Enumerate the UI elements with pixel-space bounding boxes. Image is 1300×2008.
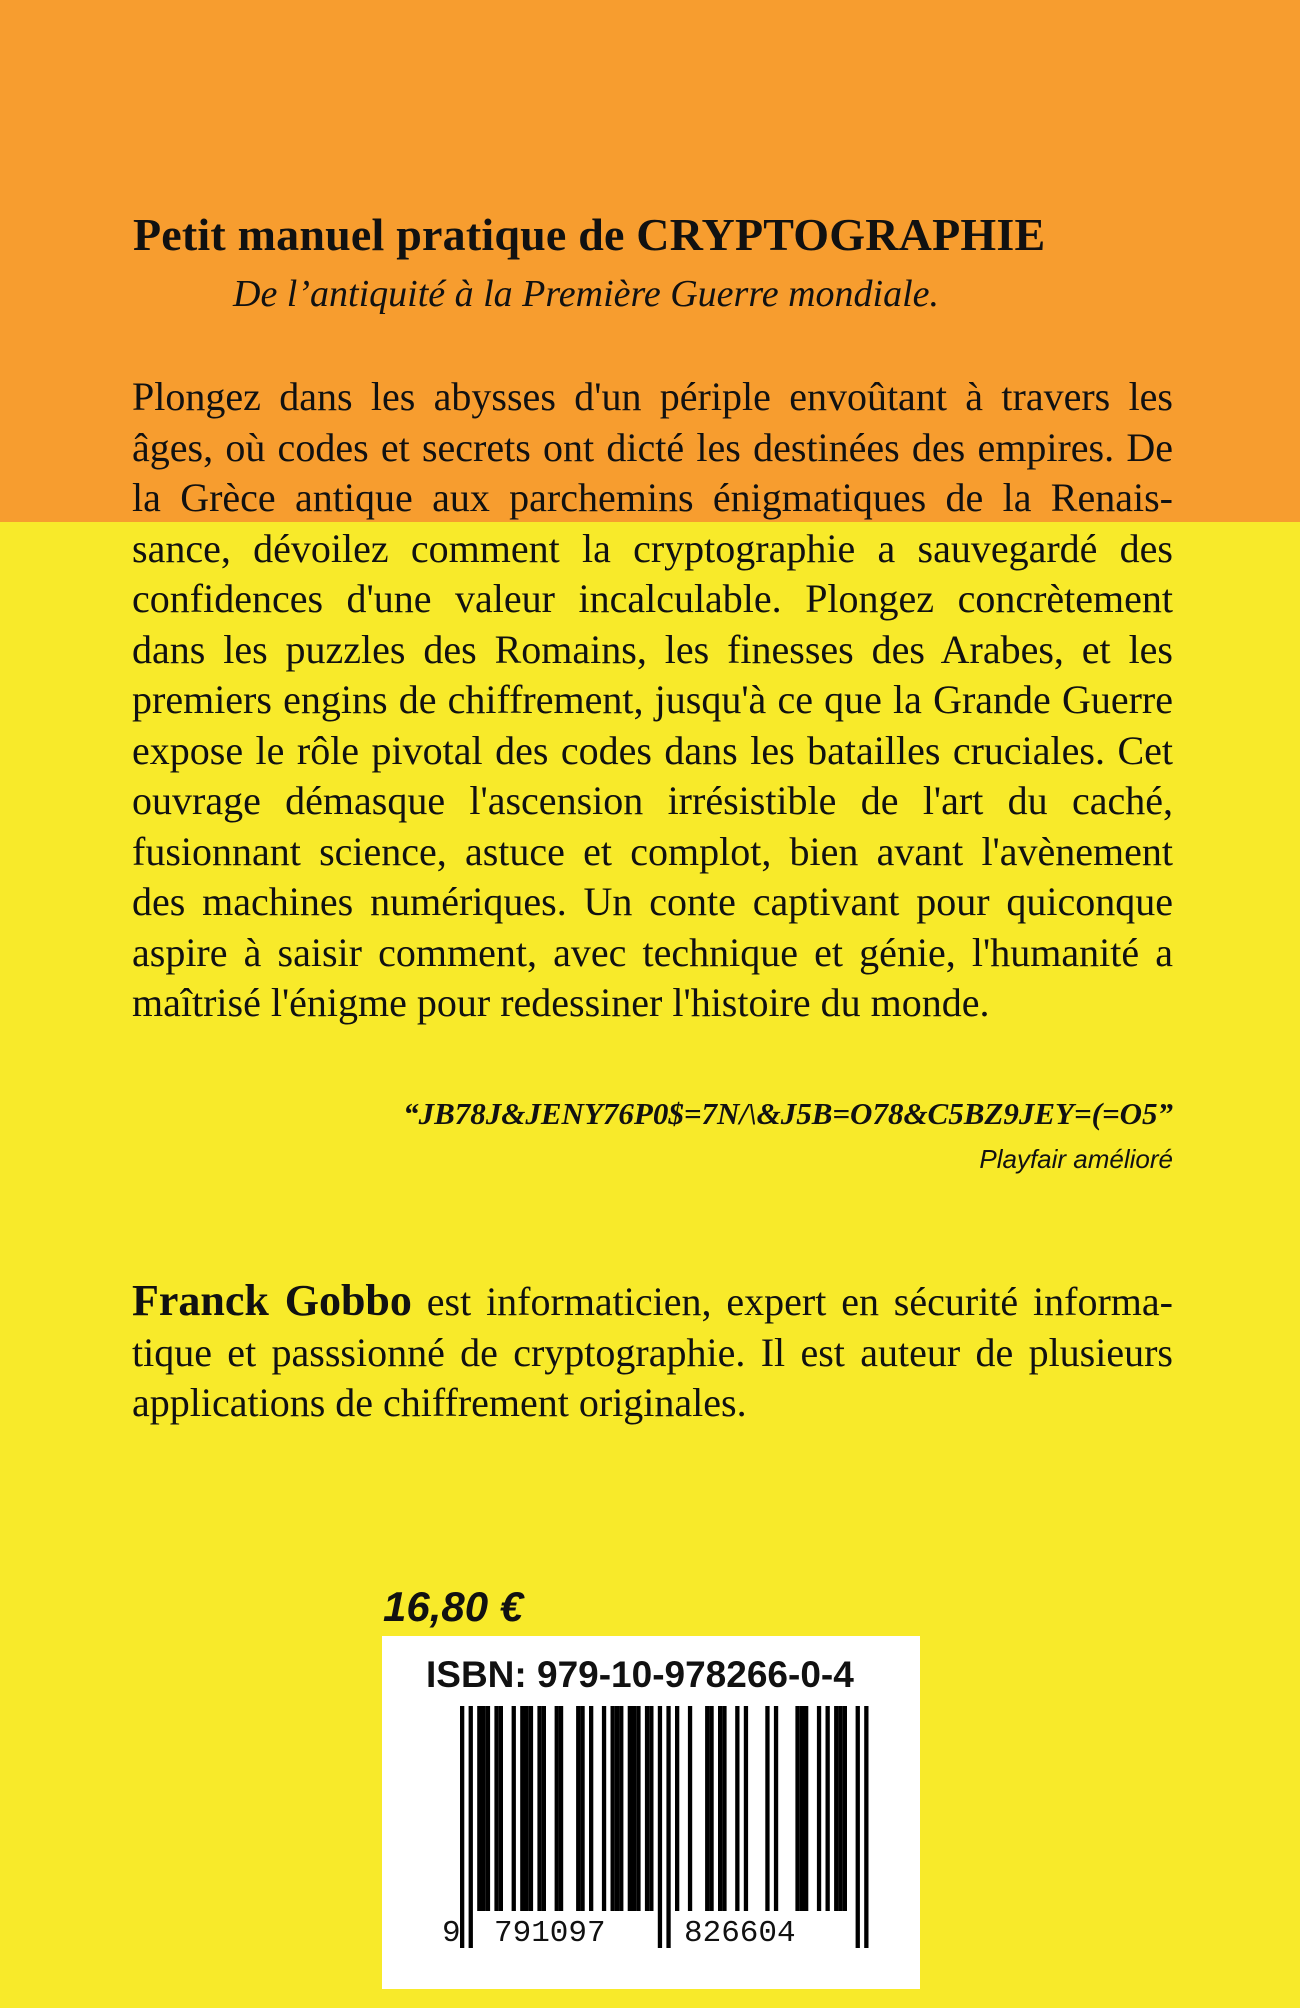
barcode-bar xyxy=(834,1706,838,1911)
barcode-bar xyxy=(559,1706,563,1911)
barcode-bar xyxy=(512,1706,516,1911)
cipher-method: Playfair amélioré xyxy=(979,1144,1173,1174)
barcode-bar xyxy=(619,1706,623,1911)
barcode-bar xyxy=(477,1706,481,1911)
barcode-bar xyxy=(705,1706,709,1911)
barcode-bar xyxy=(744,1706,748,1911)
barcode-bar xyxy=(576,1706,580,1911)
barcode-bar xyxy=(649,1706,653,1911)
author-bio-text: est informaticien, expert en sécurité informatique et passsionné de cryptographie. Il est auteur de plusieurs applications de chiffrement originales. xyxy=(132,1279,1173,1425)
barcode-bar xyxy=(826,1706,830,1911)
book-blurb: Plongez dans les abysses d'un périple envoûtant à travers les âges, où codes et secrets ont dicté les destinées des empires. De la Grèce antique aux parchemins énigmatiques de la Renaissance, dévoilez comment la cryptographie a sauvegardé des confidences d'une valeur incalculable. Plongez concrètement dans les puzzles des Romains, les finesses des Arabes, et les premiers engins de chiffrement, jusqu'à ce que la Grande Guerre expose le rôle pivotal des codes dans les batailles cruciales. Cet ouvrage démasque l'ascension irrésistible de l'art du caché, fusionnant science, astuce et complot, bien avant l'avènement des machines numériques. Un conte captivant pour quiconque aspire à saisir comment, avec technique et génie, l'humanité a maîtrisé l'énigme pour redessiner l'histoire du monde. xyxy=(132,374,1173,1025)
barcode-bar xyxy=(722,1706,726,1911)
barcode-bar xyxy=(615,1706,619,1911)
barcode-bar xyxy=(580,1706,584,1911)
barcode-bar xyxy=(800,1706,804,1911)
barcode-bar xyxy=(709,1706,713,1911)
barcode-bar xyxy=(765,1706,769,1911)
barcode-guard-bar xyxy=(666,1706,670,1948)
barcode-bar xyxy=(589,1706,593,1911)
barcode-bar xyxy=(611,1706,615,1911)
barcode-guard-bar xyxy=(856,1706,860,1948)
barcode-guard-bar xyxy=(864,1706,868,1948)
barcode-bar xyxy=(632,1706,636,1911)
barcode-bar xyxy=(718,1706,722,1911)
barcode-guard-bar xyxy=(460,1706,464,1948)
ean13-barcode xyxy=(430,1706,870,1951)
barcode-bar xyxy=(542,1706,546,1911)
barcode-guard-bar xyxy=(469,1706,473,1948)
barcode-bar xyxy=(817,1706,821,1911)
barcode-bar xyxy=(529,1706,533,1911)
book-price: 16,80 € xyxy=(383,1583,524,1630)
barcode-bar xyxy=(520,1706,524,1911)
author-bio xyxy=(132,1276,1173,1429)
barcode-guard-bar xyxy=(658,1706,662,1948)
barcode-bar xyxy=(494,1706,498,1911)
barcode-bar xyxy=(838,1706,842,1911)
barcode-bar xyxy=(688,1706,692,1911)
barcode-bar xyxy=(555,1706,559,1911)
barcode-bar xyxy=(774,1706,778,1911)
barcode-panel xyxy=(382,1636,920,1989)
barcode-bar xyxy=(525,1706,529,1911)
barcode-bar xyxy=(628,1706,632,1911)
cipher-example: “JB78J&JENY76P0$=7N/\&J5B=O78&C5BZ9JEY=(=O5” xyxy=(403,1096,1173,1131)
author-name: Franck Gobbo xyxy=(132,1276,412,1325)
barcode-bar xyxy=(804,1706,808,1911)
barcode-bar xyxy=(645,1706,649,1911)
barcode-bar xyxy=(486,1706,490,1911)
barcode-bar xyxy=(636,1706,640,1911)
book-title: Petit manuel pratique de CRYPTOGRAPHIE xyxy=(133,209,1046,260)
barcode-bar xyxy=(675,1706,679,1911)
barcode-bar xyxy=(482,1706,486,1911)
barcode-bar xyxy=(843,1706,847,1911)
ean-left-group: 791097 xyxy=(494,1916,606,1951)
barcode-bar xyxy=(499,1706,503,1911)
barcode-bar xyxy=(537,1706,541,1911)
isbn-label: ISBN: 979-10-978266-0-4 xyxy=(426,1654,854,1695)
barcode-bar xyxy=(602,1706,606,1911)
ean-right-group: 826604 xyxy=(684,1916,796,1951)
book-subtitle: De l’antiquité à la Première Guerre mondiale. xyxy=(233,273,940,315)
barcode-bar xyxy=(795,1706,799,1911)
barcode-bar xyxy=(735,1706,739,1911)
ean-lead-digit: 9 xyxy=(442,1916,461,1951)
